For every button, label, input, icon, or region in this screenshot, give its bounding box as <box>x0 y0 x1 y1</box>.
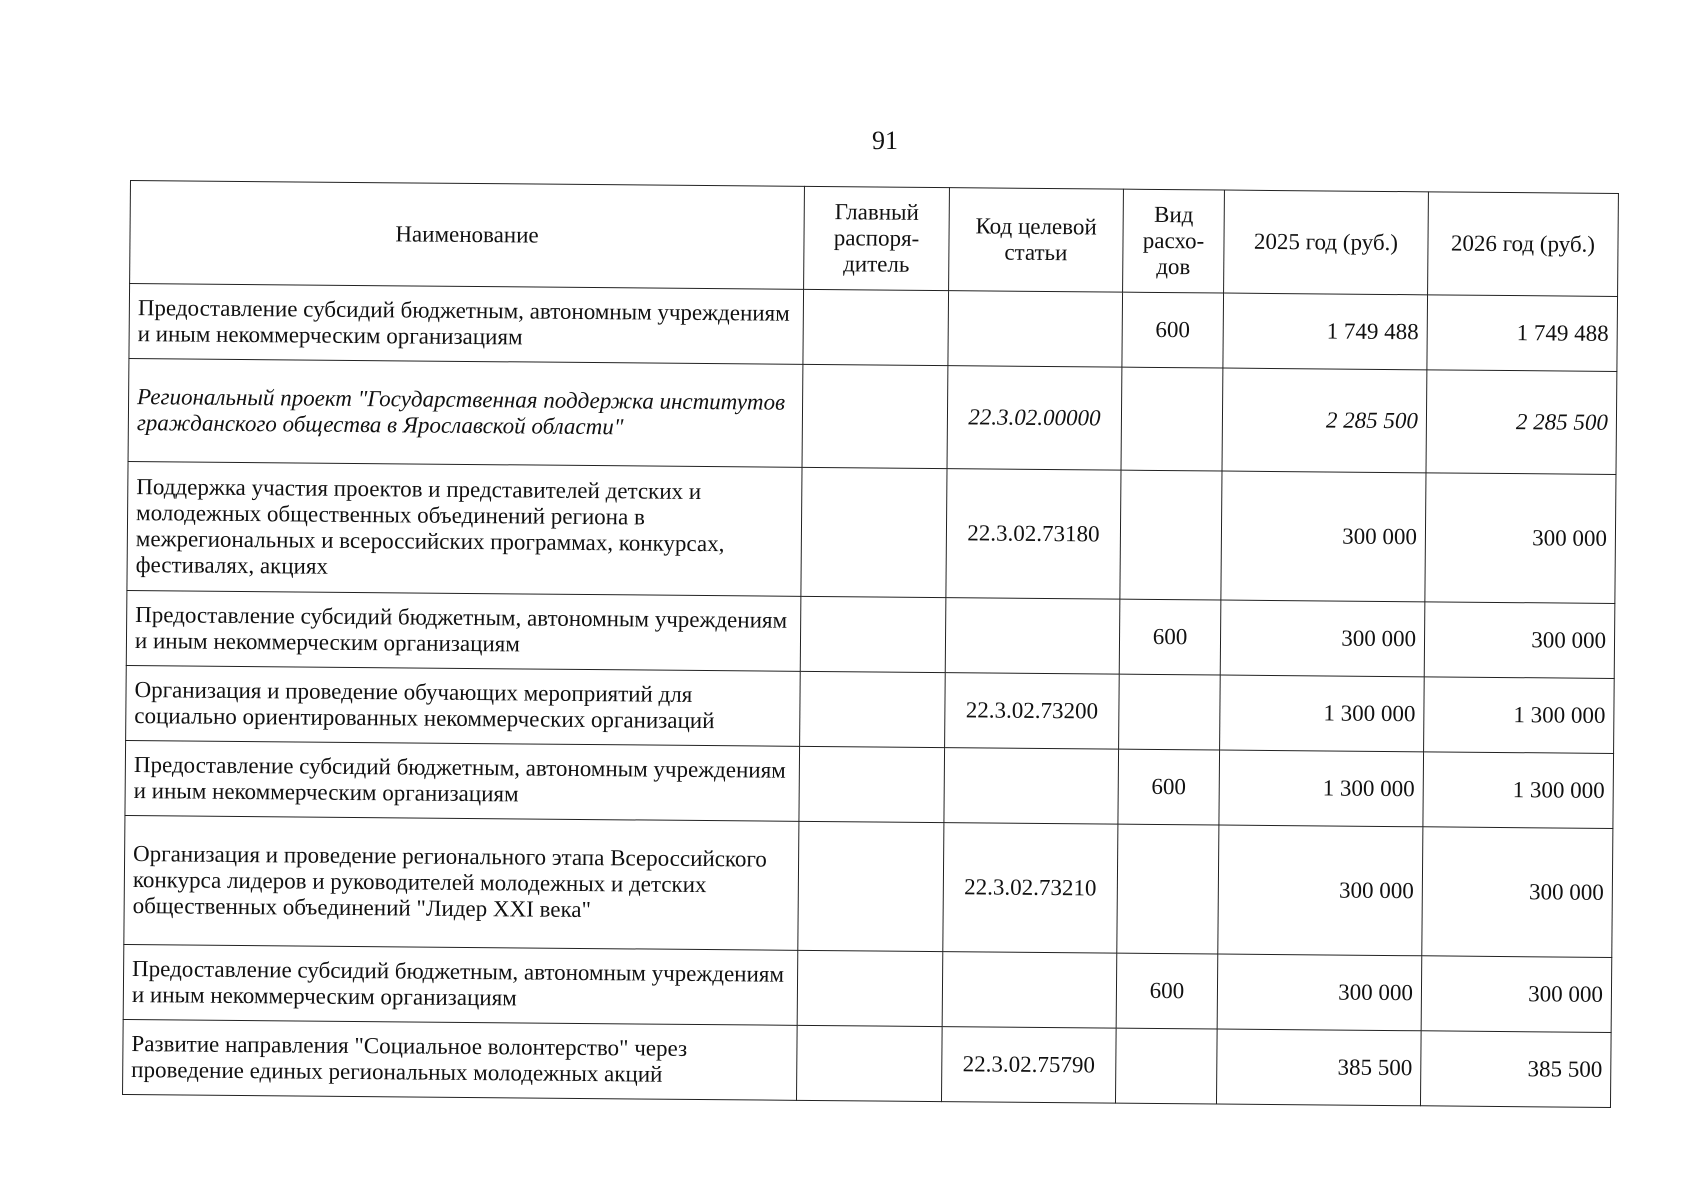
cell-expense-type <box>1117 824 1219 954</box>
cell-grbs <box>802 364 948 468</box>
cell-expense-type <box>1120 470 1222 600</box>
cell-expense-type <box>1119 674 1221 750</box>
table-row <box>125 740 1614 828</box>
cell-2026: 1 749 488 <box>1427 295 1618 372</box>
cell-2026: 385 500 <box>1420 1031 1611 1108</box>
table-row <box>124 815 1613 957</box>
cell-2025: 300 000 <box>1221 471 1426 602</box>
cell-name: Развитие направления "Социальное волонтерство" через проведение единых региональных молодежных акций <box>123 1019 798 1100</box>
cell-code <box>942 952 1117 1029</box>
header-code: Код целевой статьи <box>949 188 1124 293</box>
cell-name: Региональный проект "Государственная поддержка институтов гражданского общества в Ярославской области" <box>128 358 803 467</box>
cell-code <box>948 291 1123 368</box>
table-row <box>128 358 1617 474</box>
cell-code: 22.3.02.73200 <box>945 673 1120 750</box>
cell-2025: 1 300 000 <box>1219 750 1424 827</box>
cell-expense-type <box>1115 1028 1217 1104</box>
budget-table-container <box>122 180 1619 1108</box>
cell-code: 22.3.02.75790 <box>941 1027 1116 1104</box>
header-2026: 2026 год (руб.) <box>1428 192 1619 297</box>
cell-code: 22.3.02.73210 <box>943 823 1118 954</box>
cell-code <box>945 598 1120 675</box>
table-row <box>123 944 1612 1032</box>
cell-name: Организация и проведение обучающих мероприятий для социально ориентированных некоммерческих организаций <box>126 665 801 746</box>
page-number: 91 <box>872 126 898 155</box>
cell-name: Предоставление субсидий бюджетным, автономным учреждениям и иным некоммерческим организациям <box>126 590 801 671</box>
table-row <box>127 461 1616 603</box>
header-grbs: Главный распоря-дитель <box>804 186 950 290</box>
cell-expense-type: 600 <box>1119 599 1221 675</box>
table-row <box>126 590 1615 678</box>
cell-grbs <box>796 1025 942 1101</box>
cell-2026: 2 285 500 <box>1426 370 1617 475</box>
header-2025: 2025 год (руб.) <box>1224 190 1429 295</box>
cell-2026: 300 000 <box>1425 473 1616 604</box>
cell-2026: 300 000 <box>1422 827 1613 958</box>
cell-code: 22.3.02.73180 <box>946 469 1121 600</box>
table-row <box>126 665 1615 753</box>
cell-2025: 300 000 <box>1218 825 1423 956</box>
cell-2025: 300 000 <box>1220 600 1425 677</box>
cell-grbs <box>797 950 943 1026</box>
cell-expense-type: 600 <box>1122 292 1224 368</box>
cell-code: 22.3.02.00000 <box>947 366 1122 471</box>
cell-2025: 1 300 000 <box>1220 675 1425 752</box>
cell-grbs <box>798 821 944 951</box>
cell-2025: 385 500 <box>1216 1029 1421 1106</box>
cell-name: Организация и проведение регионального этапа Всероссийского конкурса лидеров и руководителей молодежных и детских общественных объединений "Лидер XXI века" <box>124 815 799 950</box>
budget-table <box>122 180 1619 1108</box>
cell-2025: 1 749 488 <box>1223 293 1428 370</box>
cell-expense-type: 600 <box>1118 749 1220 825</box>
cell-2026: 300 000 <box>1421 956 1612 1033</box>
cell-name: Поддержка участия проектов и представителей детских и молодежных общественных объединений региона в межрегиональных и всероссийских программах, конкурсах, фестивалях, акциях <box>127 461 802 596</box>
table-row <box>123 1019 1612 1107</box>
table-header-row <box>130 181 1619 297</box>
cell-name: Предоставление субсидий бюджетным, автономным учреждениям и иным некоммерческим организациям <box>123 944 798 1025</box>
cell-2026: 1 300 000 <box>1423 752 1614 829</box>
cell-grbs <box>801 467 947 597</box>
header-expense-type: Вид расхо-дов <box>1123 189 1225 293</box>
header-name: Наименование <box>130 181 805 290</box>
cell-expense-type <box>1121 367 1223 471</box>
cell-expense-type: 600 <box>1116 953 1218 1029</box>
cell-grbs <box>799 746 945 822</box>
cell-2025: 300 000 <box>1217 954 1422 1031</box>
cell-name: Предоставление субсидий бюджетным, автономным учреждениям и иным некоммерческим организациям <box>125 740 800 821</box>
cell-name: Предоставление субсидий бюджетным, автономным учреждениям и иным некоммерческим организациям <box>129 284 804 365</box>
cell-grbs <box>800 671 946 747</box>
cell-2025: 2 285 500 <box>1222 368 1427 473</box>
cell-2026: 300 000 <box>1424 602 1615 679</box>
cell-2026: 1 300 000 <box>1424 677 1615 754</box>
cell-code <box>944 748 1119 825</box>
cell-grbs <box>800 596 946 672</box>
table-row <box>129 284 1618 372</box>
cell-grbs <box>803 289 949 365</box>
